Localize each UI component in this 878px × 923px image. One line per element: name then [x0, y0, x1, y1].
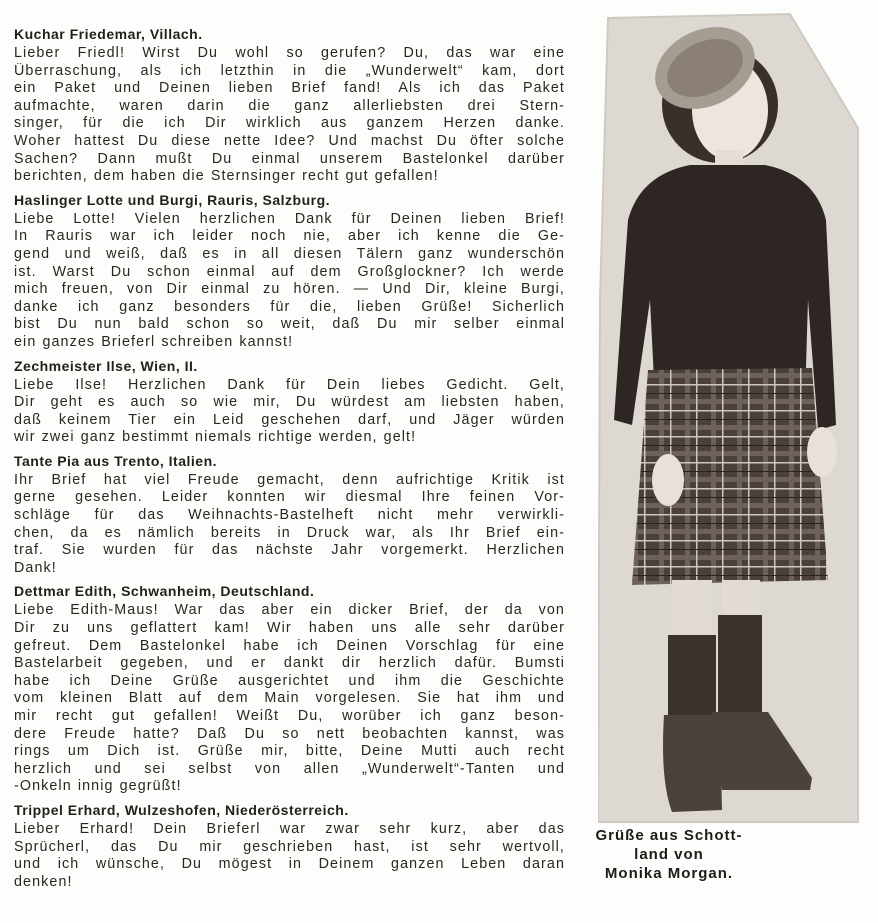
- letter-text-line: und ich wünsche, Du mögest in Deinem ganzen Leben daran: [14, 856, 565, 873]
- letter-text-line: ein ganzes Brieferl schreiben kannst!: [14, 333, 294, 350]
- letter-text-line: Liebe Ilse! Herzlichen Dank für Dein liebes Gedicht. Gelt,: [14, 376, 565, 393]
- boots: [663, 715, 722, 812]
- letter-heading: Trippel Erhard, Wulzeshofen, Niederösterreich.: [14, 801, 349, 818]
- letter-text-line: mich freuen, von Dir einmal zu hören. — Und Dir, kleine Burgi,: [14, 281, 565, 298]
- letter-text-line: bist Du nun bald schon so weit, daß Du mir selber einmal: [14, 316, 565, 333]
- letter-text-line: Sprücherl, das Du mir geschrieben hast, ist sehr wertvoll,: [14, 838, 565, 855]
- letter-reply: [14, 190, 565, 352]
- letter-text-line: habe ich Deine Grüße ausgerichtet und ihm die Geschichte: [14, 672, 565, 689]
- letter-text-line: Sachen? Dann mußt Du einmal unserem Bastelonkel darüber: [14, 150, 565, 167]
- letter-heading: Haslinger Lotte und Burgi, Rauris, Salzburg.: [14, 191, 331, 208]
- letter-text-line: dere Freude hatte? Daß Du so nett beobachten kannst, was: [14, 725, 565, 742]
- letter-text-line: danke ich ganz besonders für die, lieben Grüße! Sicherlich: [14, 298, 565, 315]
- letter-text-line: gefreut. Dem Bastelonkel habe ich Deinen Vorschlag für eine: [14, 637, 565, 654]
- letter-text-line: -Onkeln innig gegrüßt!: [14, 778, 182, 795]
- letter-heading: Kuchar Friedemar, Villach.: [14, 26, 203, 42]
- letter-text-line: Liebe Lotte! Vielen herzlichen Dank für Deinen lieben Brief!: [14, 210, 565, 227]
- caption-line: Monika Morgan.: [604, 865, 734, 882]
- letter-text-line: chen, da es nämlich bereits in Druck war, als Ihr Brief ein-: [14, 524, 565, 541]
- letter-text-line: vom kleinen Blatt auf dem Main vorgelesen. Sie hat ihm und: [14, 690, 565, 707]
- letter-text-line: singer, für die ich Dir wirklich aus ganzem Herzen danke.: [14, 115, 565, 132]
- letter-text-line: rings um Dich ist. Grüße mir, bitte, Deine Mutti auch recht: [14, 743, 565, 760]
- letter-text-line: daß keinem Tier ein Leid geschehen darf, und Jäger würden: [14, 411, 565, 428]
- letter-text-line: aufmachte, waren darin die ganz allerliebsten drei Stern-: [14, 97, 565, 114]
- letter-text-line: Dir zu uns geflattert kam! Wir haben uns alle sehr darüber: [14, 620, 565, 637]
- letter-text-line: ein Paket und Deinen lieben Brief fand! Als ich das Paket: [14, 80, 565, 97]
- letter-text-line: schläge für das Weihnachts-Bastelheft nicht mehr verwirkli-: [14, 507, 565, 524]
- letter-text-line: Lieber Erhard! Dein Brieferl war zwar sehr kurz, aber das: [14, 820, 565, 837]
- letter-reply: [14, 581, 565, 796]
- letter-text-line: traf. Sie wurden für das nächste Jahr vorgemerkt. Herzlichen: [14, 542, 565, 559]
- letter-text-line: Ihr Brief hat viel Freude gemacht, denn aufrichtige Kritik ist: [14, 471, 565, 488]
- letter-reply: [14, 451, 565, 578]
- caption-line: land von: [634, 846, 704, 863]
- letter-text-line: Bastelarbeit gegeben, und er dankt dir herzlich dafür. Bumsti: [14, 655, 565, 672]
- letter-heading: Zechmeister Ilse, Wien, II.: [14, 357, 198, 374]
- letter-text-line: ist. Warst Du schon einmal auf dem Großglockner? Ich werde: [14, 263, 565, 280]
- letter-text-line: Überraschung, als ich letzthin in die „Wunderwelt“ kam, dort: [14, 62, 565, 79]
- letter-text-line: gerne gesehen. Leider konnten wir diesmal Ihre feinen Vor-: [14, 489, 565, 506]
- letter-text-line: Lieber Friedl! Wirst Du wohl so gerufen? Du, das war eine: [14, 45, 565, 61]
- letter-text-line: Liebe Edith-Maus! War das aber ein dicker Brief, der da von: [14, 602, 565, 619]
- letter-text-line: gend und weiß, daß es in all diesen Tälern ganz wunderschön: [14, 245, 565, 262]
- photo-girl-in-kilt: [598, 12, 860, 824]
- letter-heading: Dettmar Edith, Schwanheim, Deutschland.: [14, 583, 315, 600]
- letter-text-line: Dank!: [14, 559, 57, 576]
- letter-text-line: Woher hattest Du diese nette Idee? Und machst Du öfter solche: [14, 132, 565, 149]
- letter-reply: [14, 800, 565, 891]
- letter-reply: [14, 24, 565, 186]
- letter-text-line: mir recht gut gefallen! Weißt Du, worüber ich ganz beson-: [14, 708, 565, 724]
- letter-reply: [14, 356, 565, 447]
- letter-text-line: In Rauris war ich leider noch nie, aber ich kenne die Ge-: [14, 228, 565, 245]
- caption-line: Grüße aus Schott-: [595, 827, 743, 844]
- letter-heading: Tante Pia aus Trento, Italien.: [14, 452, 218, 469]
- letter-text-line: berichten, dem haben die Sternsinger recht gut gefallen!: [14, 168, 439, 185]
- letter-text-line: wir zwei ganz bestimmt niemals richtige werden, gelt!: [14, 429, 417, 446]
- letter-text-line: denken!: [14, 873, 73, 890]
- letter-text-line: Dir geht es auch so wie mir, Du würdest am liebsten haben,: [14, 394, 565, 411]
- letters-column: [14, 24, 565, 895]
- letter-text-line: herzlich und sei selbst von allen „Wunderwelt“-Tanten und: [14, 760, 565, 777]
- photo-caption: [584, 826, 754, 883]
